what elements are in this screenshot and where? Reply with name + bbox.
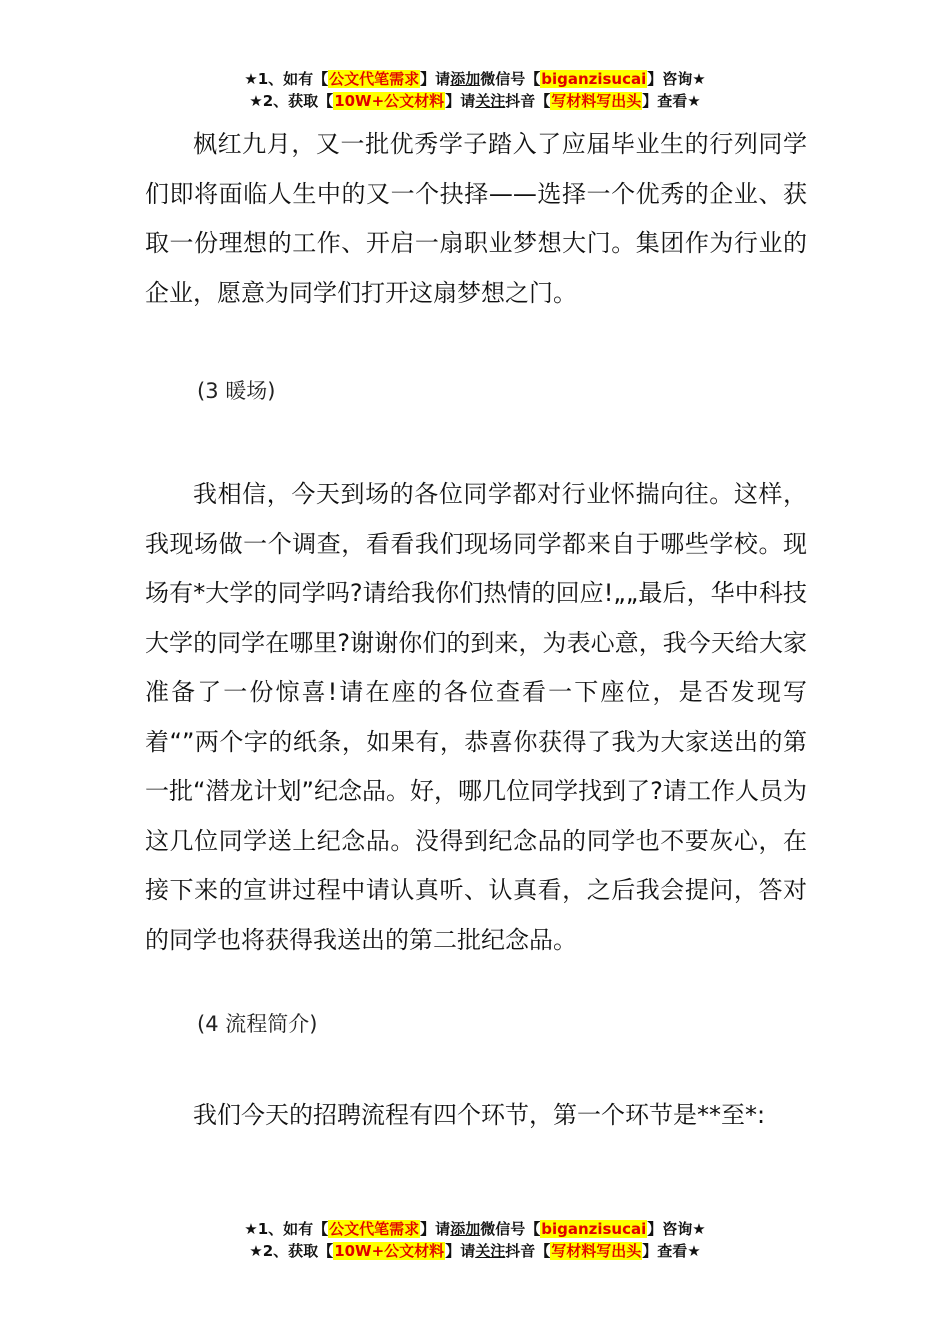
section-heading-process: (4 流程简介) [197, 1012, 318, 1036]
banner-line-1 [0, 68, 950, 90]
underline-follow: 关注 [475, 1242, 506, 1260]
highlight-wechat-id: biganzisucai [541, 1220, 647, 1238]
banner-text: 】请 [445, 92, 476, 110]
banner-text: ★2、获取【 [249, 92, 334, 110]
banner-text: ★1、如有【 [244, 70, 329, 88]
banner-text: ★1、如有【 [244, 1220, 329, 1238]
banner-text: ★2、获取【 [249, 1242, 334, 1260]
section-heading-warmup: (3 暖场) [197, 379, 276, 403]
banner-text: 】请 [420, 1220, 451, 1238]
highlight-materials: 10W+公文材料 [334, 1242, 445, 1260]
banner-text: 】咨询★ [647, 1220, 706, 1238]
highlight-service: 公文代笔需求 [329, 70, 420, 88]
underline-follow: 关注 [475, 92, 506, 110]
highlight-materials: 10W+公文材料 [334, 92, 445, 110]
highlight-douyin-id: 写材料写出头 [551, 1242, 642, 1260]
paragraph-intro: 枫红九月，又一批优秀学子踏入了应届毕业生的行列同学们即将面临人生中的又一个抉择——选择一个优秀的企业、获取一份理想的工作、开启一扇职业梦想大门。集团作为行业的企业，愿意为同学们打开这扇梦想之门。 [145, 130, 807, 307]
banner-line-2 [0, 1240, 950, 1262]
document-body [145, 120, 807, 1141]
banner-line-1 [0, 1218, 950, 1240]
banner-text: 抖音【 [505, 92, 551, 110]
banner-text: 】请 [420, 70, 451, 88]
underline-add: 添加 [450, 70, 481, 88]
highlight-service: 公文代笔需求 [329, 1220, 420, 1238]
paragraph-warmup: 我相信，今天到场的各位同学都对行业怀揣向往。这样，我现场做一个调查，看看我们现场同学都来自于哪些学校。现场有*大学的同学吗?请给我你们热情的回应!„„最后，华中科技大学的同学在哪里?谢谢你们的到来，为表心意，我今天给大家准备了一份惊喜!请在座的各位查看一下座位，是否发现写着“”两个字的纸条，如果有，恭喜你获得了我为大家送出的第一批“潜龙计划”纪念品。好，哪几位同学找到了?请工作人员为这几位同学送上纪念品。没得到纪念品的同学也不要灰心，在接下来的宣讲过程中请认真听、认真看，之后我会提问，答对的同学也将获得我送出的第二批纪念品。 [145, 480, 807, 954]
highlight-douyin-id: 写材料写出头 [551, 92, 642, 110]
footer-banner [0, 1218, 950, 1262]
underline-add: 添加 [450, 1220, 481, 1238]
header-banner [0, 68, 950, 112]
banner-text: 】请 [445, 1242, 476, 1260]
paragraph-process: 我们今天的招聘流程有四个环节，第一个环节是**至*: [193, 1101, 766, 1129]
banner-text: 】查看★ [642, 1242, 701, 1260]
highlight-wechat-id: biganzisucai [541, 70, 647, 88]
banner-text: 微信号【 [480, 1220, 541, 1238]
banner-line-2 [0, 90, 950, 112]
banner-text: 】咨询★ [647, 70, 706, 88]
banner-text: 抖音【 [505, 1242, 551, 1260]
banner-text: 】查看★ [642, 92, 701, 110]
banner-text: 微信号【 [480, 70, 541, 88]
